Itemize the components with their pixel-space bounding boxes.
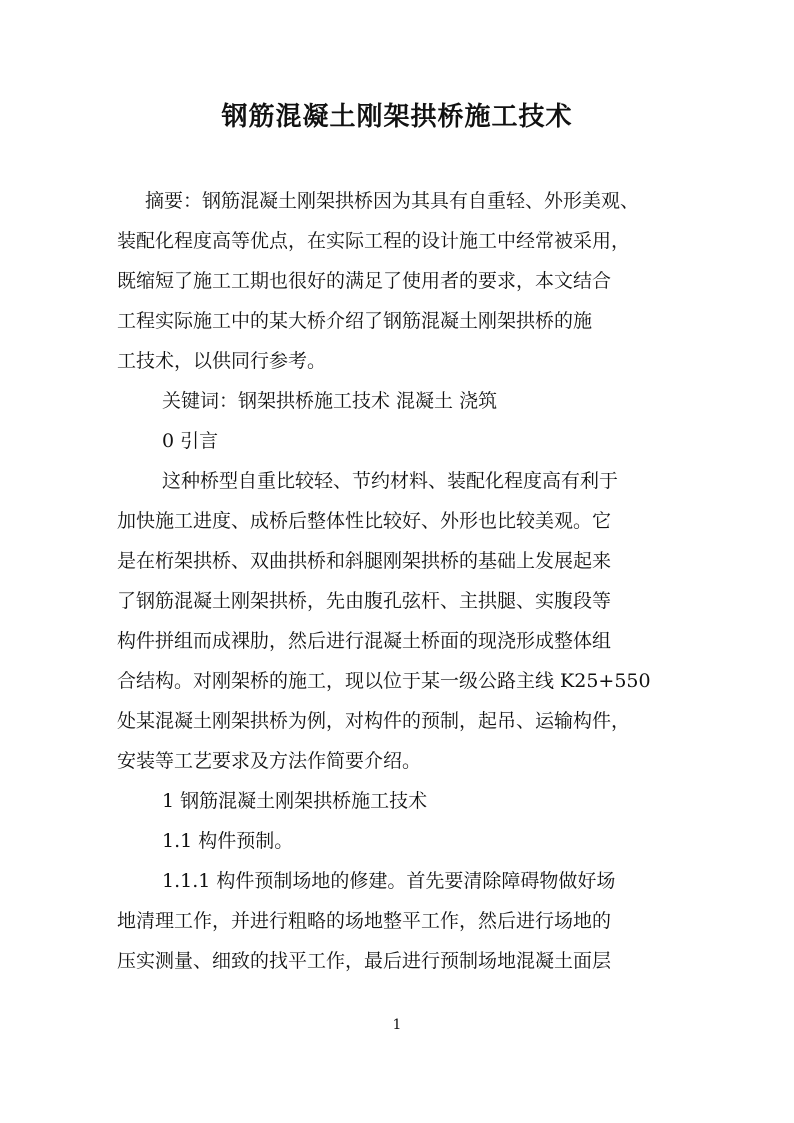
paragraph-line: 合结构。对刚架桥的施工，现以位于某一级公路主线 K25+550 <box>117 670 651 692</box>
paragraph-line: 构件拼组而成裸肋，然后进行混凝土桥面的现浇形成整体组 <box>117 630 612 652</box>
section-heading: 0 引言 <box>162 430 219 452</box>
paragraph-line: 这种桥型自重比较轻、节约材料、装配化程度高有利于 <box>162 470 619 492</box>
paragraph-line: 是在桁架拱桥、双曲拱桥和斜腿刚架拱桥的基础上发展起来 <box>117 550 612 572</box>
abstract-line: 既缩短了施工工期也很好的满足了使用者的要求，本文结合 <box>117 270 612 292</box>
paragraph-line: 了钢筋混凝土刚架拱桥，先由腹孔弦杆、主拱腿、实腹段等 <box>117 590 612 612</box>
document-title: 钢筋混凝土刚架拱桥施工技术 <box>221 102 573 132</box>
paragraph-line: 安装等工艺要求及方法作简要介绍。 <box>117 750 422 772</box>
section-heading: 1 钢筋混凝土刚架拱桥施工技术 <box>162 790 428 812</box>
paragraph-line: 压实测量、细致的找平工作，最后进行预制场地混凝土面层 <box>117 950 612 972</box>
keywords-line: 关键词：钢架拱桥施工技术 混凝土 浇筑 <box>162 390 498 412</box>
subsection-heading: 1.1 构件预制。 <box>162 830 294 852</box>
paragraph-line: 处某混凝土刚架拱桥为例，对构件的预制，起吊、运输构件， <box>117 710 631 732</box>
abstract-line: 工技术，以供同行参考。 <box>117 350 327 372</box>
paragraph-line: 加快施工进度、成桥后整体性比较好、外形也比较美观。它 <box>117 510 612 532</box>
document-body <box>117 181 697 981</box>
paragraph-line: 地清理工作，并进行粗略的场地整平工作，然后进行场地的 <box>117 910 612 932</box>
paragraph-line: 1.1.1 构件预制场地的修建。首先要清除障碍物做好场 <box>162 870 616 892</box>
abstract-line: 装配化程度高等优点，在实际工程的设计施工中经常被采用， <box>117 230 631 252</box>
abstract-line: 工程实际施工中的某大桥介绍了钢筋混凝土刚架拱桥的施 <box>117 310 593 332</box>
page-number: 1 <box>392 1017 402 1033</box>
abstract-line: 摘要：钢筋混凝土刚架拱桥因为其具有自重轻、外形美观、 <box>145 190 640 212</box>
